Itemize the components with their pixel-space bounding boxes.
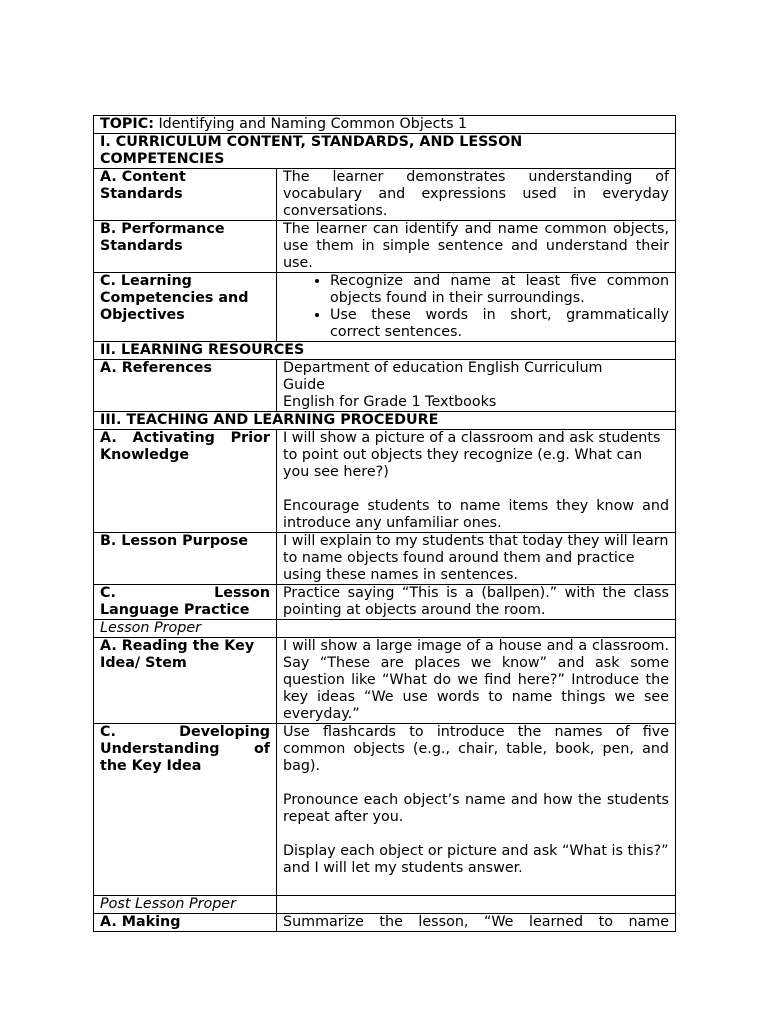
performance-standards-label: B. Performance Standards: [94, 221, 277, 273]
making-label: A. Making: [94, 914, 277, 932]
content-standards-text: The learner demonstrates understanding of vocabulary and expressions used in everyday conversations.: [277, 169, 676, 221]
purpose-row: [94, 533, 676, 585]
post-lesson-row: [94, 896, 676, 914]
activating-row: [94, 430, 676, 533]
language-practice-label-line-2: Language Practice: [100, 602, 250, 618]
language-practice-text: Practice saying “This is a (ballpen).” with the class pointing at objects around the room.: [277, 585, 676, 620]
references-cell: [277, 360, 676, 412]
lesson-plan-document: [93, 115, 675, 932]
lesson-proper-row: [94, 620, 676, 638]
developing-label: C. Developing Understanding of the Key Idea: [94, 724, 277, 896]
key-idea-row: [94, 638, 676, 724]
activating-paragraph-1: I will show a picture of a classroom and ask students to point out objects they recognize (e.g. What can you see here?): [283, 430, 661, 480]
competency-item: • Recognize and name at least five common objects found in their surroundings.: [330, 273, 669, 307]
section-3-heading: III. TEACHING AND LEARNING PROCEDURE: [94, 412, 676, 430]
section-3-row: [94, 412, 676, 430]
key-idea-label: A. Reading the Key Idea/ Stem: [94, 638, 277, 724]
section-1-heading: I. CURRICULUM CONTENT, STANDARDS, AND LESSON COMPETENCIES: [94, 134, 676, 169]
developing-paragraph-1: Use flashcards to introduce the names of five common objects (e.g., chair, table, book, pen, and bag).: [283, 724, 670, 774]
competencies-row: [94, 273, 676, 342]
developing-row: [94, 724, 676, 896]
reference-item: English for Grade 1 Textbooks: [283, 394, 497, 410]
purpose-label: B. Lesson Purpose: [94, 533, 277, 585]
topic-text: Identifying and Naming Common Objects 1: [158, 116, 468, 132]
competencies-list: [283, 273, 669, 341]
purpose-text: I will explain to my students that today they will learn to name objects found around them and practice using these names in sentences.: [277, 533, 676, 585]
developing-cell: [277, 724, 676, 896]
language-practice-label-line-1: C. Lesson: [100, 585, 270, 601]
content-standards-row: [94, 169, 676, 221]
language-practice-row: [94, 585, 676, 620]
competencies-label: C. Learning Competencies and Objectives: [94, 273, 277, 342]
developing-paragraph-3: Display each object or picture and ask “What is this?” and I will let my students answer.: [283, 843, 669, 876]
section-2-row: [94, 342, 676, 360]
topic-label: TOPIC:: [100, 116, 154, 132]
lesson-proper-label: Lesson Proper: [94, 620, 277, 638]
topic-row: [94, 116, 676, 134]
post-lesson-label: Post Lesson Proper: [94, 896, 277, 914]
reference-item: Department of education English Curriculum Guide: [283, 360, 603, 393]
references-row: [94, 360, 676, 412]
performance-standards-row: [94, 221, 676, 273]
language-practice-label-cell: [94, 585, 277, 620]
making-text: Summarize the lesson, “We learned to name: [277, 914, 676, 932]
developing-paragraph-2: Pronounce each object’s name and how the students repeat after you.: [283, 792, 670, 825]
section-1-row: [94, 134, 676, 169]
making-row: [94, 914, 676, 932]
section-2-heading: II. LEARNING RESOURCES: [94, 342, 676, 360]
activating-cell: [277, 430, 676, 533]
lesson-plan-table: [93, 115, 676, 932]
competencies-cell: [277, 273, 676, 342]
content-standards-label: A. Content Standards: [94, 169, 277, 221]
competency-item: • Use these words in short, grammatically correct sentences.: [330, 307, 669, 341]
activating-paragraph-2: Encourage students to name items they know and introduce any unfamiliar ones.: [283, 498, 670, 531]
activating-label: A. Activating Prior Knowledge: [94, 430, 277, 533]
performance-standards-text: The learner can identify and name common objects, use them in simple sentence and understand their use.: [277, 221, 676, 273]
key-idea-text: I will show a large image of a house and a classroom. Say “These are places we know” and ask some question like “What do we find here?” Introduce the key ideas “We use words to name things we see everyday.”: [277, 638, 676, 724]
references-label: A. References: [94, 360, 277, 412]
